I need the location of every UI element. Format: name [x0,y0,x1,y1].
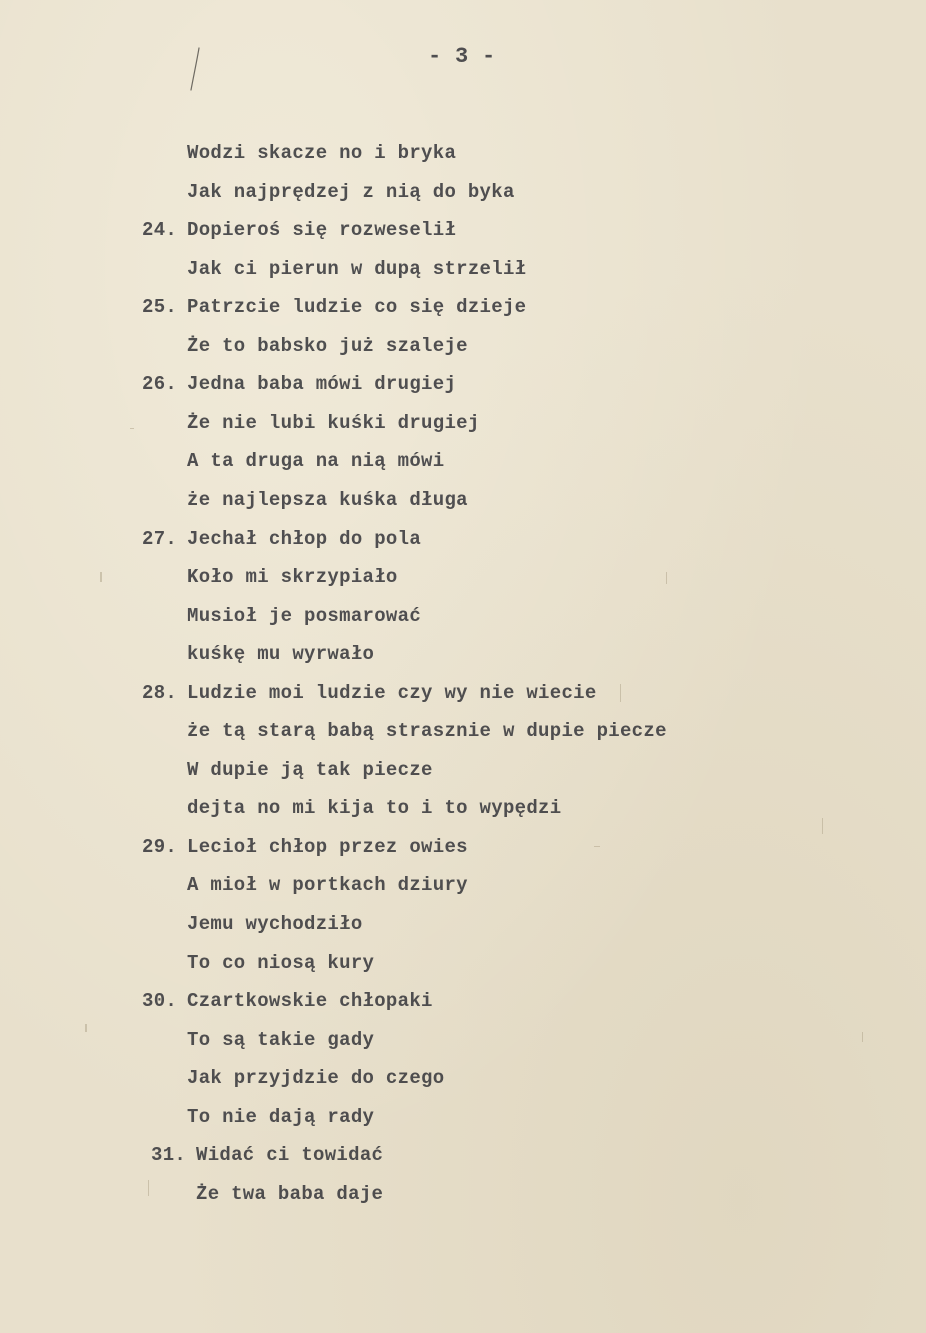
verse-number: 24. [142,219,178,242]
paper-speck [666,572,667,584]
verse-line: kuśkę mu wyrwało [187,643,375,666]
verse-line: Dopieroś się rozweselił [187,219,457,242]
verse-line: dejta no mi kija to i to wypędzi [187,797,562,820]
verse-line: A mioł w portkach dziury [187,874,468,897]
verse-line: Czartkowskie chłopaki [187,990,433,1013]
verse-number: 29. [142,835,178,858]
verse-line: Jedna baba mówi drugiej [187,373,457,396]
verse-number: 28. [142,681,178,704]
pencil-stroke-mark [188,46,202,94]
verse-number: 26. [142,373,178,396]
verse-line: Wodzi skacze no i bryka [187,142,457,164]
page-number: - 3 - [428,44,496,69]
paper-speck [594,846,600,847]
paper-speck [85,1024,87,1032]
verse-line: Lecioł chłop przez owies [187,835,468,858]
verse-line: Jechał chłop do pola [187,527,422,550]
paper-speck [862,1032,863,1042]
verse-line: Widać ci towidać [196,1144,384,1167]
paper-speck [130,428,134,429]
verse-line: Ludzie moi ludzie czy wy nie wiecie [187,681,597,704]
verse-line: Że to babsko już szaleje [187,334,468,357]
verse-line: To co niosą kury [187,951,375,974]
verse-line: Koło mi skrzypiało [187,566,398,589]
verse-line: że tą starą babą strasznie w dupie piecze [187,720,667,743]
verse-line: Jak przyjdzie do czego [187,1067,445,1090]
verse-line: Jak najprędzej z nią do byka [187,180,515,203]
verse-line: Patrzcie ludzie co się dzieje [187,296,527,319]
verse-line: Jak ci pierun w dupą strzelił [187,257,527,280]
verse-number: 30. [142,990,178,1013]
verse-line: Że nie lubi kuśki drugiej [187,411,480,434]
verse-line: W dupie ją tak piecze [187,758,433,781]
verse-line: Jemu wychodziło [187,913,363,935]
paper-speck [822,818,823,834]
verse-line: A ta druga na nią mówi [187,450,445,473]
paper-speck [100,572,102,582]
verse-line: Że twa baba daje [196,1182,384,1205]
verse-line: To nie dają rady [187,1105,375,1128]
verse-number: 27. [142,527,178,550]
verse-number: 31. [151,1144,187,1167]
paper-speck [148,1180,149,1196]
verse-line: Musioł je posmarować [187,604,422,627]
verse-line: To są takie gady [187,1028,375,1051]
verse-number: 25. [142,296,178,319]
verse-line: że najlepsza kuśka długa [187,488,468,511]
paper-speck [620,684,621,702]
